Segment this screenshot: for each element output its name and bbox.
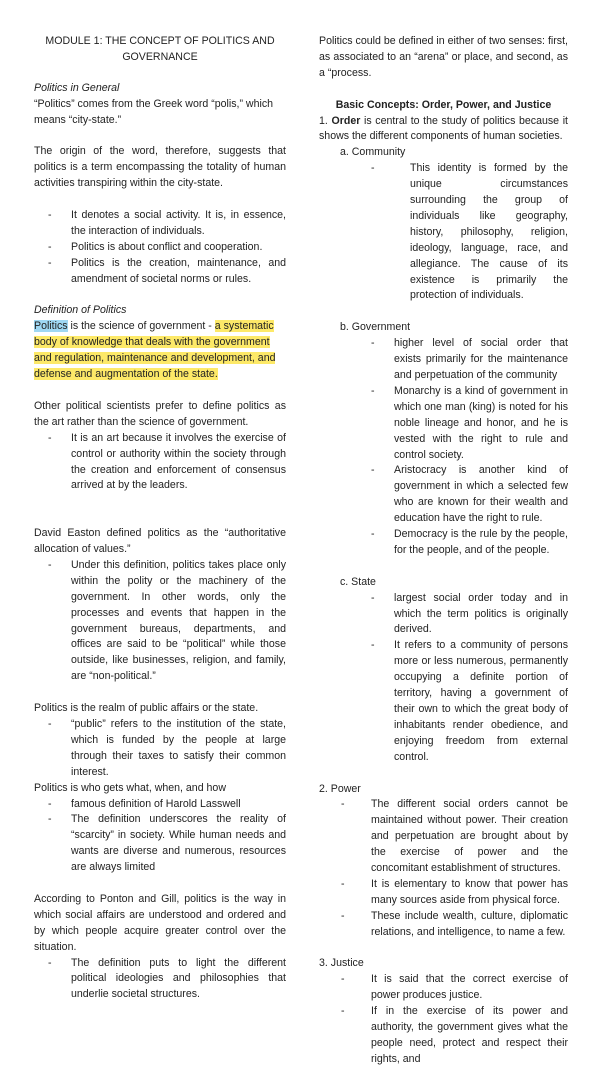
list-item: - It is said that the correct exercise of power produces justice.	[319, 972, 568, 1004]
easton-list	[34, 558, 286, 685]
module-title: MODULE 1: THE CONCEPT OF POLITICS AND GOVERNANCE	[45, 35, 275, 63]
list-item: - Monarchy is a kind of government in which one man (king) is noted for his noble lineage and honor, and he is vested with the right to rule and control society.	[319, 384, 568, 464]
politics-general-text: “Politics” comes from the Greek word “polis,” which means “city-state.”	[34, 97, 274, 126]
list-item: - The definition underscores the reality of “scarcity” in society. While human needs and wants are diverse and numerous, resources are always limited	[34, 812, 286, 876]
list-item: - It is an art because it involves the exercise of control or authority within the society through the creation and enforcement of consensus arrived at by the leaders.	[34, 431, 286, 495]
list-item: - The different social orders cannot be maintained without power. Their creation and perpetuation are brought about by the exercise of power and the concomitant establishment of structures.	[319, 797, 568, 877]
order-paragraph	[319, 114, 568, 146]
power-list	[319, 797, 568, 940]
definition-mid: is the science of government -	[67, 320, 215, 333]
list-item: - Politics is about conflict and cooperation.	[34, 240, 286, 256]
list-item: - Democracy is the rule by the people, for the people, and of the people.	[319, 527, 568, 559]
senses-paragraph: Politics could be defined in either of two senses: first, as associated to an “arena” or place, and second, as a “process.	[319, 35, 568, 79]
origin-list	[34, 208, 286, 288]
list-item: - It refers to a community of persons more or less numerous, permanently occupying a definite portion of territory, having a government of their own to which the great body of inhabitants render obedience, and enjoying freedom from external control.	[319, 638, 568, 765]
list-item: - famous definition of Harold Lasswell	[34, 797, 286, 813]
definition-term-highlight: Politics	[34, 320, 68, 333]
ponton-paragraph: According to Ponton and Gill, politics is the way in which social affairs are understood and ordered and by which people acquire greater control over the situation.	[34, 892, 286, 953]
list-item: - These include wealth, culture, diplomatic relations, and intelligence, to name a few.	[319, 909, 568, 941]
government-label: b. Government	[340, 321, 411, 334]
list-item: - The definition puts to light the different political ideologies and philosophies that underlie societal structures.	[34, 956, 286, 1004]
lasswell-paragraph: Politics is who gets what, when, and how	[34, 781, 226, 794]
list-item: - largest social order today and in which the term politics is originally derived.	[319, 591, 568, 639]
list-item: - This identity is formed by the unique circumstances surrounding the group of individuals like geography, history, philosophy, religion, ideology, language, race, and allegiance. The cause of its existence is primarily the protection of individuals.	[319, 161, 568, 304]
order-number: 1.	[319, 114, 332, 127]
origin-paragraph: The origin of the word, therefore, suggests that politics is a term encompassing the totality of human activities transpiring within the city-state.	[34, 145, 286, 190]
community-list	[319, 161, 568, 304]
public-list	[34, 717, 286, 781]
government-list	[319, 336, 568, 559]
list-item: - It denotes a social activity. It is, in essence, the interaction of individuals.	[34, 208, 286, 240]
list-item: - Under this definition, politics takes place only within the polity or the machinery of the government. In other words, only the processes and events that happen in the government bureaus, departments, and offices are said to be “political” while those outside, like businesses, religion, and family, are “non-political.”	[34, 558, 286, 685]
definition-heading: Definition of Politics	[34, 304, 127, 317]
community-label: a. Community	[340, 146, 406, 159]
left-column	[34, 34, 286, 1003]
order-text: is central to the study of politics because it shows the different components of human societies.	[319, 114, 569, 143]
ponton-list	[34, 956, 286, 1004]
list-item: - Politics is the creation, maintenance, and amendment of societal norms or rules.	[34, 256, 286, 288]
list-item: - If in the exercise of its power and authority, the government gives what the people need, protect and respect their rights, and	[319, 1004, 568, 1068]
justice-list	[319, 972, 568, 1067]
easton-paragraph: David Easton defined politics as the “authoritative allocation of values.”	[34, 527, 286, 556]
public-paragraph: Politics is the realm of public affairs or the state.	[34, 702, 259, 715]
definition-paragraph	[34, 319, 286, 383]
art-list	[34, 431, 286, 495]
basic-concepts-heading: Basic Concepts: Order, Power, and Justice	[335, 98, 552, 111]
lasswell-list	[34, 797, 286, 877]
list-item: - Aristocracy is another kind of government in which a selected few who are known for their wealth and education have the right to rule.	[319, 463, 568, 527]
order-term: Order	[331, 114, 361, 127]
state-list	[319, 591, 568, 766]
justice-label: 3. Justice	[319, 957, 364, 970]
list-item: - It is elementary to know that power has many sources aside from physical force.	[319, 877, 568, 909]
power-label: 2. Power	[319, 782, 361, 795]
politics-general-heading: Politics in General	[34, 81, 120, 94]
right-column	[319, 34, 568, 1068]
state-label: c. State	[340, 575, 376, 588]
list-item: - “public” refers to the institution of the state, which is funded by the people at large through their taxes to satisfy their common interest.	[34, 717, 286, 781]
definition-highlight: a systematic body of knowledge that deals with the government and regulation, maintenance and development, and defense and augmentation of the state.	[34, 320, 276, 381]
list-item: - higher level of social order that exists primarily for the maintenance and perpetuation of the community	[319, 336, 568, 384]
art-paragraph: Other political scientists prefer to define politics as the art rather than the science of government.	[34, 399, 286, 428]
